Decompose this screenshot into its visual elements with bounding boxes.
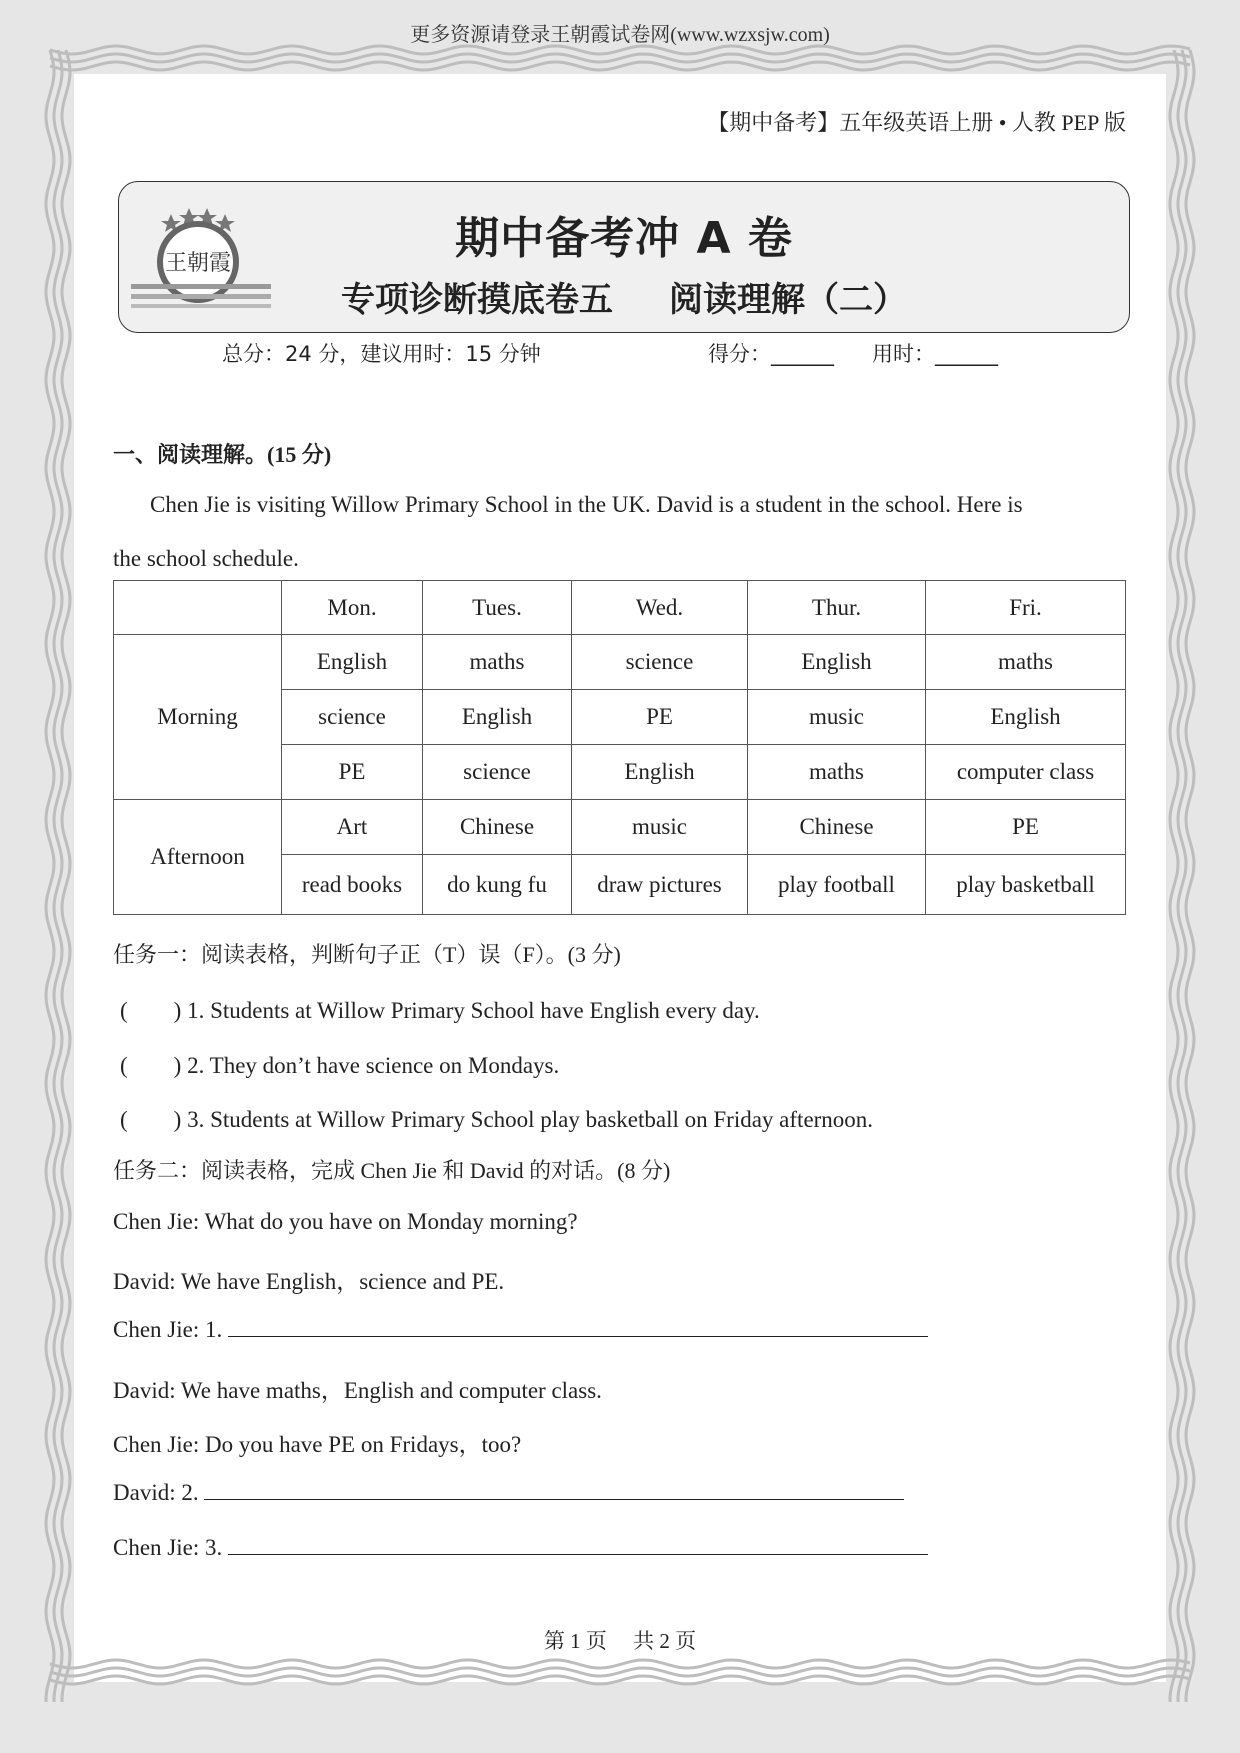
table-cell: PE <box>926 800 1126 855</box>
table-cell: draw pictures <box>572 855 748 915</box>
task1-heading: 任务一：阅读表格，判断句子正（T）误（F）。(3 分) <box>113 942 621 967</box>
table-cell: science <box>572 635 748 690</box>
day-header: Mon. <box>282 581 423 635</box>
table-cell: maths <box>926 635 1126 690</box>
dialogue-answer-1 <box>113 1317 928 1343</box>
table-cell: play basketball <box>926 855 1126 915</box>
time-field: 用时：______ <box>872 342 998 366</box>
logo-text: 王朝霞 <box>164 251 232 276</box>
table-cell: Chinese <box>423 800 572 855</box>
subtitle-left: 专项诊断摸底卷五 <box>341 280 613 320</box>
website-note: 更多资源请登录王朝霞试卷网(www.wzxsjw.com) <box>410 24 830 46</box>
table-cell: play football <box>748 855 926 915</box>
edition-label: 【期中备考】五年级英语上册 • 人教 PEP 版 <box>707 110 1126 135</box>
section-heading: 一、阅读理解。(15 分) <box>113 442 332 467</box>
afternoon-label: Afternoon <box>114 800 282 915</box>
table-cell: English <box>423 690 572 745</box>
true-false-item[interactable]: ( ) 3. Students at Willow Primary School play basketball on Friday afternoon. <box>120 1107 874 1132</box>
dialogue-line: David: We have maths，English and computer class. <box>113 1378 602 1403</box>
table-cell: English <box>748 635 926 690</box>
table-cell: English <box>926 690 1126 745</box>
table-cell: Chinese <box>748 800 926 855</box>
dialogue-label: Chen Jie: 1. <box>113 1317 223 1342</box>
dialogue-line: Chen Jie: What do you have on Monday morning? <box>113 1209 578 1234</box>
table-cell: maths <box>423 635 572 690</box>
true-false-item[interactable]: ( ) 1. Students at Willow Primary School have English every day. <box>120 998 760 1023</box>
dialogue-line: Chen Jie: Do you have PE on Fridays，too? <box>113 1432 522 1457</box>
table-cell: computer class <box>926 745 1126 800</box>
table-row <box>114 800 1126 855</box>
dialogue-label: Chen Jie: 3. <box>113 1535 223 1560</box>
table-cell: science <box>282 690 423 745</box>
table-cell: PE <box>572 690 748 745</box>
table-cell: English <box>282 635 423 690</box>
day-header: Wed. <box>572 581 748 635</box>
dialogue-label: David: 2. <box>113 1480 199 1505</box>
school-schedule-table <box>113 580 1126 915</box>
dialogue-answer-2 <box>113 1480 904 1506</box>
day-header: Tues. <box>423 581 572 635</box>
table-header-row <box>114 581 1126 635</box>
exam-title: 期中备考冲 A 卷 <box>455 213 793 264</box>
table-cell: read books <box>282 855 423 915</box>
page-number: 第 1 页 共 2 页 <box>543 1629 697 1653</box>
dialogue-answer-3 <box>113 1535 928 1561</box>
table-cell: do kung fu <box>423 855 572 915</box>
title-banner <box>118 181 1130 333</box>
empty-cell <box>114 581 282 635</box>
answer-blank-2[interactable] <box>204 1499 904 1500</box>
day-header: Thur. <box>748 581 926 635</box>
passage-line: Chen Jie is visiting Willow Primary School in the UK. David is a student in the school. Here is <box>150 492 1023 517</box>
dialogue-line: David: We have English，science and PE. <box>113 1269 505 1294</box>
day-header: Fri. <box>926 581 1126 635</box>
morning-label: Morning <box>114 635 282 800</box>
true-false-item[interactable]: ( ) 2. They don’t have science on Mondays. <box>120 1053 560 1078</box>
task2-heading: 任务二：阅读表格，完成 Chen Jie 和 David 的对话。(8 分) <box>113 1158 671 1183</box>
table-cell: maths <box>748 745 926 800</box>
score-info: 总分：24 分，建议用时：15 分钟 <box>222 342 541 366</box>
table-cell: Art <box>282 800 423 855</box>
table-cell: science <box>423 745 572 800</box>
subtitle-right: 阅读理解（二） <box>669 280 907 320</box>
table-cell: English <box>572 745 748 800</box>
table-cell: PE <box>282 745 423 800</box>
answer-blank-1[interactable] <box>228 1336 928 1337</box>
score-field: 得分：______ <box>708 342 834 366</box>
passage-line: the school schedule. <box>113 546 299 571</box>
table-row <box>114 635 1126 690</box>
table-cell: music <box>572 800 748 855</box>
table-cell: music <box>748 690 926 745</box>
exam-subtitle <box>119 272 1129 321</box>
answer-blank-3[interactable] <box>228 1554 928 1555</box>
